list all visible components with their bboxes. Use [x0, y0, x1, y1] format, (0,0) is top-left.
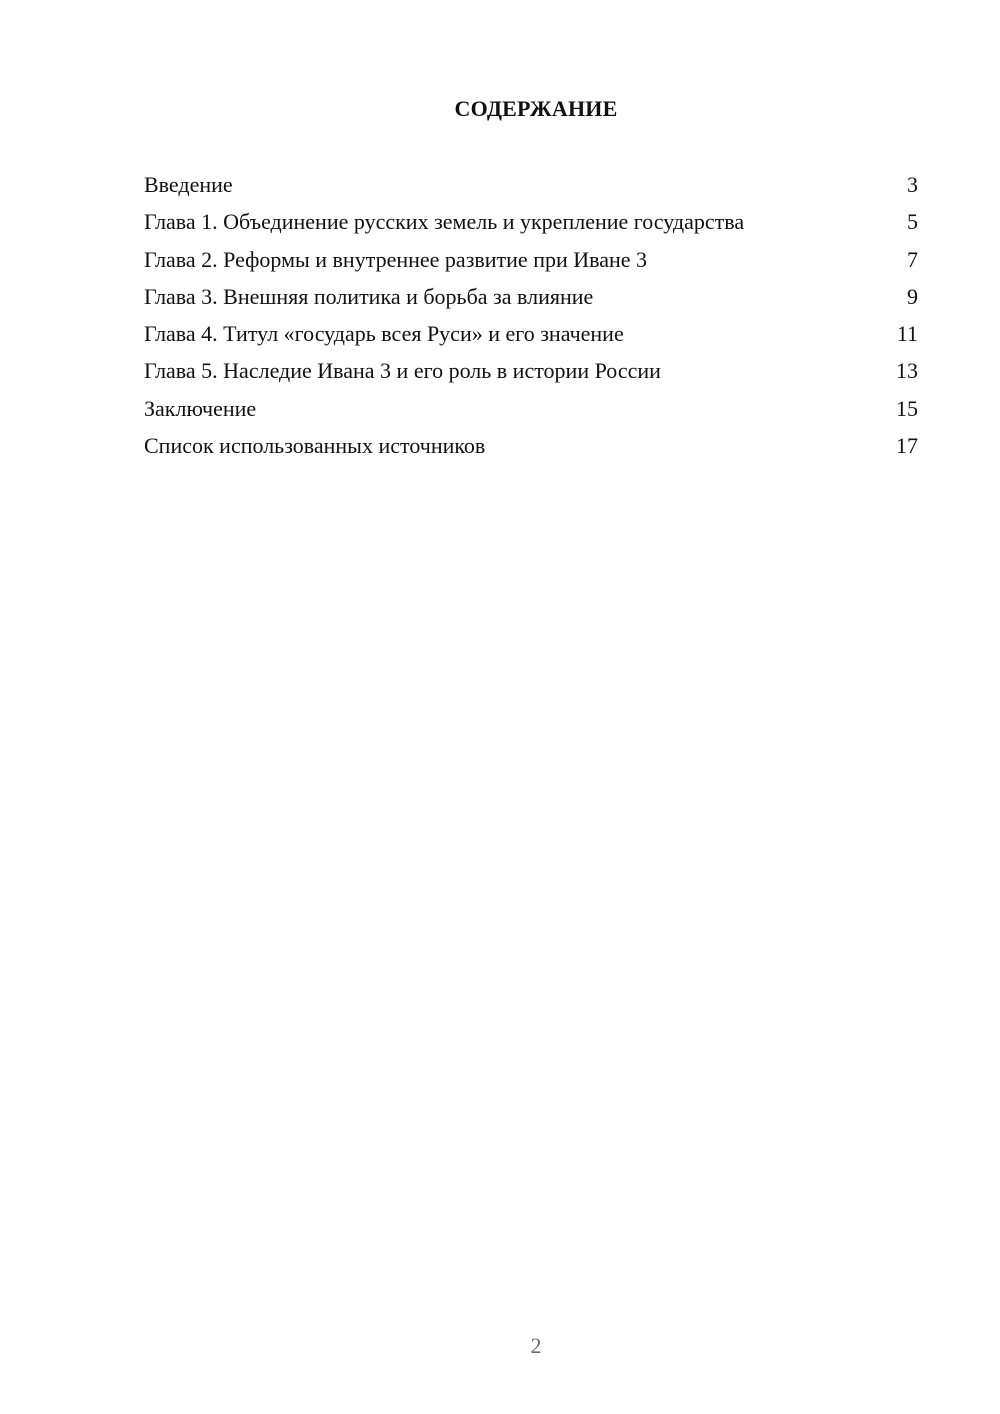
- table-of-contents: [144, 170, 918, 468]
- toc-entry-page: 5: [907, 209, 918, 235]
- toc-entry-label: Список использованных источников: [144, 433, 486, 459]
- toc-entry-page: 13: [896, 358, 918, 384]
- toc-entry-page: 15: [896, 395, 918, 421]
- toc-entry-page: 17: [896, 433, 918, 459]
- toc-entry-label: Глава 1. Объединение русских земель и укрепление государства: [144, 209, 745, 235]
- toc-entry-introduction[interactable]: [144, 170, 918, 207]
- toc-entry-chapter-2[interactable]: [144, 245, 918, 282]
- toc-entry-label: Введение: [144, 172, 233, 197]
- page-number: 2: [530, 1333, 542, 1358]
- toc-entry-label: Заключение: [144, 395, 257, 421]
- toc-entry-references[interactable]: [144, 431, 918, 468]
- toc-entry-page: 11: [896, 321, 918, 347]
- toc-entry-chapter-3[interactable]: [144, 282, 918, 319]
- toc-entry-chapter-1[interactable]: [144, 207, 918, 244]
- toc-entry-page: 9: [907, 283, 918, 309]
- toc-entry-label: Глава 3. Внешняя политика и борьба за влияние: [144, 283, 594, 309]
- toc-entry-page: 3: [907, 172, 918, 197]
- toc-entry-label: Глава 2. Реформы и внутреннее развитие при Иване 3: [144, 246, 648, 272]
- toc-entry-conclusion[interactable]: [144, 394, 918, 431]
- toc-entry-label: Глава 4. Титул «государь всея Руси» и его значение: [144, 321, 624, 347]
- page-title: СОДЕРЖАНИЕ: [454, 96, 618, 121]
- toc-entry-page: 7: [907, 246, 918, 272]
- toc-entry-chapter-4[interactable]: [144, 319, 918, 356]
- toc-entry-chapter-5[interactable]: [144, 356, 918, 393]
- toc-entry-label: Глава 5. Наследие Ивана 3 и его роль в истории России: [144, 358, 661, 384]
